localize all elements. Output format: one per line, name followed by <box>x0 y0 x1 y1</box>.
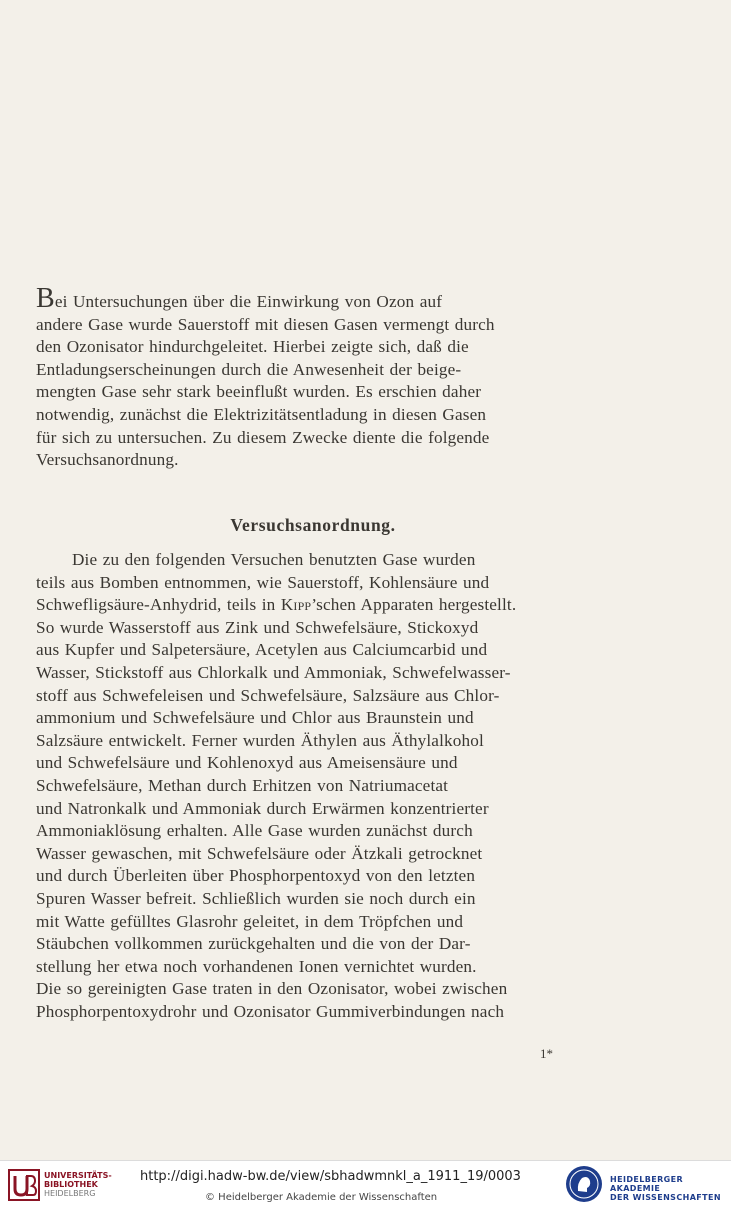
para2-line: Spuren Wasser befreit. Schließlich wurden sie noch durch ein <box>36 888 476 908</box>
para2-line: Schwefelsäure, Methan durch Erhitzen von Natriumacetat <box>36 775 449 795</box>
para2-line: stoff aus Schwefeleisen und Schwefelsäure, Salzsäure aus Chlor- <box>36 685 500 705</box>
intro-paragraph <box>36 283 590 472</box>
para2-line-text: Schwefligsäure-Anhydrid, teils in <box>36 595 281 615</box>
para2-line: Phosphorpentoxydrohr und Ozonisator Gummiverbindungen nach <box>36 1001 505 1021</box>
para2-line: und durch Überleiten über Phosphorpentoxyd von den letzten <box>36 866 476 886</box>
para2-line: und Natronkalk und Ammoniak durch Erwärmen konzentrierter <box>36 798 489 818</box>
academy-name-line: HEIDELBERGER AKADEMIE <box>610 1175 684 1193</box>
para2-line: Stäubchen vollkommen zurückgehalten und die von der Dar- <box>36 934 471 954</box>
academy-name-line: DER WISSENSCHAFTEN <box>610 1193 721 1202</box>
body-paragraph <box>36 549 590 1023</box>
para1-line: notwendig, zunächst die Elektrizitätsentladung in diesen Gasen <box>36 404 487 424</box>
copyright-notice: © Heidelberger Akademie der Wissenschaften <box>205 1192 438 1203</box>
para1-line: Entladungserscheinungen durch die Anwesenheit der beige- <box>36 359 462 379</box>
page-number: 1* <box>540 1046 553 1061</box>
university-library-logo-icon[interactable] <box>8 1167 40 1203</box>
para2-line: Die so gereinigten Gase traten in den Ozonisator, wobei zwischen <box>36 979 508 999</box>
university-library-name <box>44 1171 112 1198</box>
ub-name-line: UNIVERSITÄTS- <box>44 1171 112 1180</box>
ub-name-line: HEIDELBERG <box>44 1189 96 1198</box>
para2-line: und Schwefelsäure und Kohlenoxyd aus Ameisensäure und <box>36 753 458 773</box>
para1-line: mengten Gase sehr stark beeinflußt wurden. Es erschien daher <box>36 382 482 402</box>
para1-line: Versuchsanordnung. <box>36 450 179 470</box>
para2-line: teils aus Bomben entnommen, wie Sauerstoff, Kohlensäure und <box>36 572 490 592</box>
academy-name <box>610 1175 731 1202</box>
para2-line: mit Watte gefülltes Glasrohr geleitet, in dem Tröpfchen und <box>36 911 464 931</box>
para2-line: Wasser, Stickstoff aus Chlorkalk und Ammoniak, Schwefelwasser- <box>36 662 511 682</box>
para1-line: andere Gase wurde Sauerstoff mit diesen Gasen vermengt durch <box>36 314 495 334</box>
drop-cap: B <box>36 283 55 314</box>
viewer-footer <box>0 1160 731 1209</box>
para2-line-text: ’schen Apparaten hergestellt. <box>311 595 517 615</box>
para1-line-text: ei Untersuchungen über die Einwirkung von Ozon auf <box>54 292 443 311</box>
section-heading: Versuchsanordnung. <box>230 515 396 535</box>
para2-line: Die zu den folgenden Versuchen benutzten Gase wurden <box>72 550 476 569</box>
para2-line: aus Kupfer und Salpetersäure, Acetylen aus Calciumcarbid und <box>36 640 488 660</box>
para1-line: für sich zu untersuchen. Zu diesem Zwecke diente die folgende <box>36 427 490 447</box>
para2-line: Wasser gewaschen, mit Schwefelsäure oder Ätzkali getrocknet <box>36 843 483 863</box>
para2-line <box>36 594 590 617</box>
para2-line: So wurde Wasserstoff aus Zink und Schwefelsäure, Stickoxyd <box>36 617 479 637</box>
para1-line <box>36 283 590 314</box>
para2-line: Salzsäure entwickelt. Ferner wurden Äthylen aus Äthylalkohol <box>36 730 484 750</box>
ub-name-line: BIBLIOTHEK <box>44 1180 98 1189</box>
permalink-url[interactable]: http://digi.hadw-bw.de/view/sbhadwmnkl_a_1911_19/0003 <box>140 1169 521 1184</box>
author-name: Kipp <box>280 595 312 615</box>
para2-line: stellung her etwa noch vorhandenen Ionen vernichtet wurden. <box>36 956 477 976</box>
para2-line: ammonium und Schwefelsäure und Chlor aus Braunstein und <box>36 708 474 728</box>
academy-logo-icon[interactable] <box>565 1165 603 1203</box>
para1-line: den Ozonisator hindurchgeleitet. Hierbei zeigte sich, daß die <box>36 337 469 357</box>
para2-line: Ammoniaklösung erhalten. Alle Gase wurden zunächst durch <box>36 821 473 841</box>
